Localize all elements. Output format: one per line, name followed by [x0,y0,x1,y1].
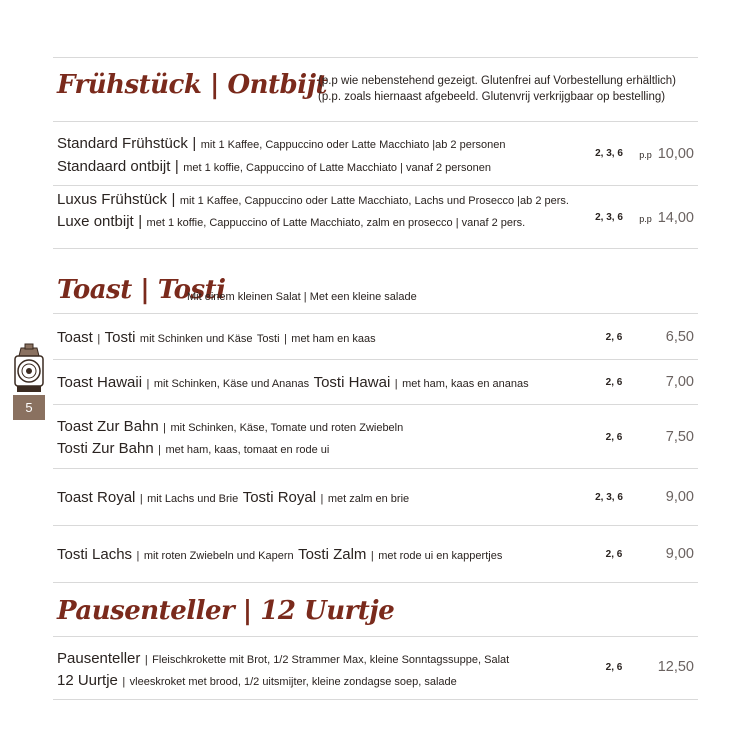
divider [53,525,698,526]
allergen-codes: 2, 6 [605,432,623,443]
item-name: Standard Frühstück [57,135,188,152]
divider [53,57,698,58]
item-description: mit Lachs und Brie [147,493,239,505]
divider [53,636,698,637]
item-description: met 1 koffie, Cappuccino of Latte Macchiato | vanaf 2 personen [183,162,492,174]
divider [53,313,698,314]
toast-subtitle: Mit einem kleinen Salat | Met een kleine salade [187,291,417,303]
item-name: Tosti Zalm [298,546,367,563]
divider [53,468,698,469]
divider [53,359,698,360]
item-name: Tosti [256,333,280,345]
item-description: mit Schinken, Käse, Tomate und roten Zwiebeln [170,422,404,434]
item-description: mit 1 Kaffee, Cappuccino oder Latte Macchiato |ab 2 personen [200,139,506,151]
item-description: met ham, kaas en ananas [402,378,529,390]
item-name: Tosti [104,329,136,346]
item-price: 6,50 [665,329,694,345]
section-title-toast: Toast | Tosti [57,275,226,305]
divider [53,121,698,122]
item-description: met 1 koffie, Cappuccino of Latte Macchiato, zalm en prosecco | vanaf 2 pers. [146,217,526,229]
divider [53,248,698,249]
item-description: met zalm en brie [327,493,410,505]
allergen-codes: 2, 6 [605,662,623,673]
allergen-codes: 2, 3, 6 [595,212,623,223]
item-description: met ham en kaas [291,333,376,345]
item-name: Tosti Lachs [57,546,133,563]
breakfast-note-de: (p.p wie nebenstehend gezeigt. Glutenfrei auf Vorbestellung erhältlich) [318,75,677,87]
item-price: p.p 14,00 [639,210,694,226]
item-name: Toast Royal [57,489,136,506]
item-name: Toast [57,329,93,346]
divider [53,699,698,700]
item-price: 7,50 [665,429,694,445]
allergen-codes: 2, 3, 6 [595,148,623,159]
item-name: Toast Hawaii [57,374,143,391]
item-name: 12 Uurtje [57,672,118,689]
allergen-codes: 2, 6 [605,549,623,560]
item-description: mit 1 Kaffee, Cappuccino oder Latte Macchiato, Lachs und Prosecco |ab 2 pers. [179,195,569,207]
item-name: Tosti Zur Bahn [57,440,154,457]
item-description: met rode ui en kappertjes [378,550,503,562]
item-price: 12,50 [657,659,694,675]
item-name: Luxus Frühstück [57,191,168,208]
item-name: Standaard ontbijt [57,158,171,175]
item-description: Fleischkrokette mit Brot, 1/2 Strammer Max, kleine Sonntagssuppe, Salat [152,654,510,666]
item-name: Luxe ontbijt [57,213,134,230]
train-front-icon [13,342,45,396]
allergen-codes: 2, 3, 6 [595,492,623,503]
allergen-codes: 2, 6 [605,377,623,388]
page-number: 5 [13,395,45,420]
item-description: vleeskroket met brood, 1/2 uitsmijter, kleine zondagse soep, salade [129,676,457,688]
divider [53,404,698,405]
item-price: p.p 10,00 [639,146,694,162]
item-description: mit Schinken und Käse [139,333,253,345]
breakfast-note [318,73,676,105]
section-title-breakfast: Frühstück | Ontbijt [57,70,327,100]
item-name: Pausenteller [57,650,141,667]
section-title-pause: Pausenteller | 12 Uurtje [57,596,395,626]
item-price: 9,00 [665,489,694,505]
allergen-codes: 2, 6 [605,332,623,343]
divider [53,582,698,583]
item-description: mit roten Zwiebeln und Kapern [143,550,294,562]
breakfast-note-nl: (p.p. zoals hiernaast afgebeeld. Glutenvrij verkrijgbaar op bestelling) [318,91,666,103]
item-price: 7,00 [665,374,694,390]
item-name: Toast Zur Bahn [57,418,159,435]
item-description: mit Schinken, Käse und Ananas [153,378,310,390]
item-name: Tosti Royal [242,489,317,506]
divider [53,185,698,186]
item-name: Tosti Hawai [313,374,391,391]
item-price: 9,00 [665,546,694,562]
item-description: met ham, kaas, tomaat en rode ui [165,444,330,456]
